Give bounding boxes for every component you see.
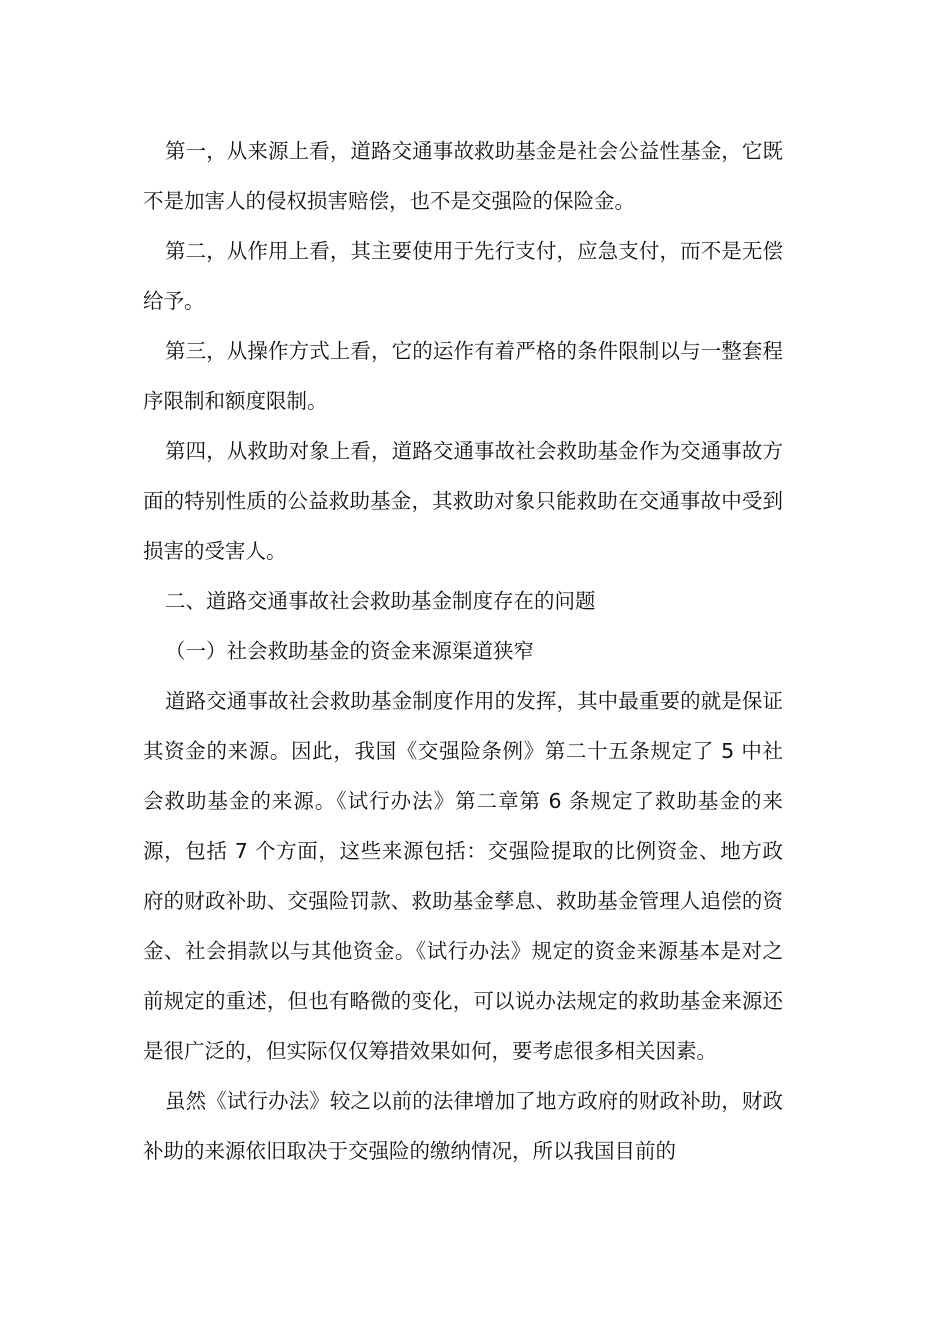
paragraph-funding-sources: 道路交通事故社会救助基金制度作用的发挥，其中最重要的就是保证其资金的来源。因此，我国《交强险条例》第二十五条规定了 5 中社会救助基金的来源。《试行办法》第二章第 6 条规定了救助基金的来源，包括 7 个方面，这些来源包括：交强险提取的比例资金、地方政府的财政补助、交强险罚款、救助基金孳息、救助基金管理人追偿的资金、社会捐款以与其他资金。《试行办法》规定的资金来源基本是对之前规定的重述，但也有略微的变化，可以说办法规定的救助基金来源还是很广泛的，但实际仅仅筹措效果如何，要考虑很多相关因素。 — [143, 689, 783, 1063]
section-heading: 二、道路交通事故社会救助基金制度存在的问题 — [165, 589, 596, 613]
paragraph-function: 第二，从作用上看，其主要使用于先行支付，应急支付，而不是无偿给予。 — [143, 239, 783, 313]
document-body — [143, 126, 783, 1176]
paragraph-fiscal-subsidy: 虽然《试行办法》较之以前的法律增加了地方政府的财政补助，财政补助的来源依旧取决于交强险的缴纳情况，所以我国目前的 — [143, 1089, 783, 1163]
paragraph-source: 第一，从来源上看，道路交通事故救助基金是社会公益性基金，它既不是加害人的侵权损害赔偿，也不是交强险的保险金。 — [143, 139, 783, 213]
paragraph-target: 第四，从救助对象上看，道路交通事故社会救助基金作为交通事故方面的特别性质的公益救助基金，其救助对象只能救助在交通事故中受到损害的受害人。 — [143, 439, 783, 563]
paragraph-operation: 第三，从操作方式上看，它的运作有着严格的条件限制以与一整套程序限制和额度限制。 — [143, 339, 783, 413]
subsection-heading: （一）社会救助基金的资金来源渠道狭窄 — [165, 639, 534, 663]
